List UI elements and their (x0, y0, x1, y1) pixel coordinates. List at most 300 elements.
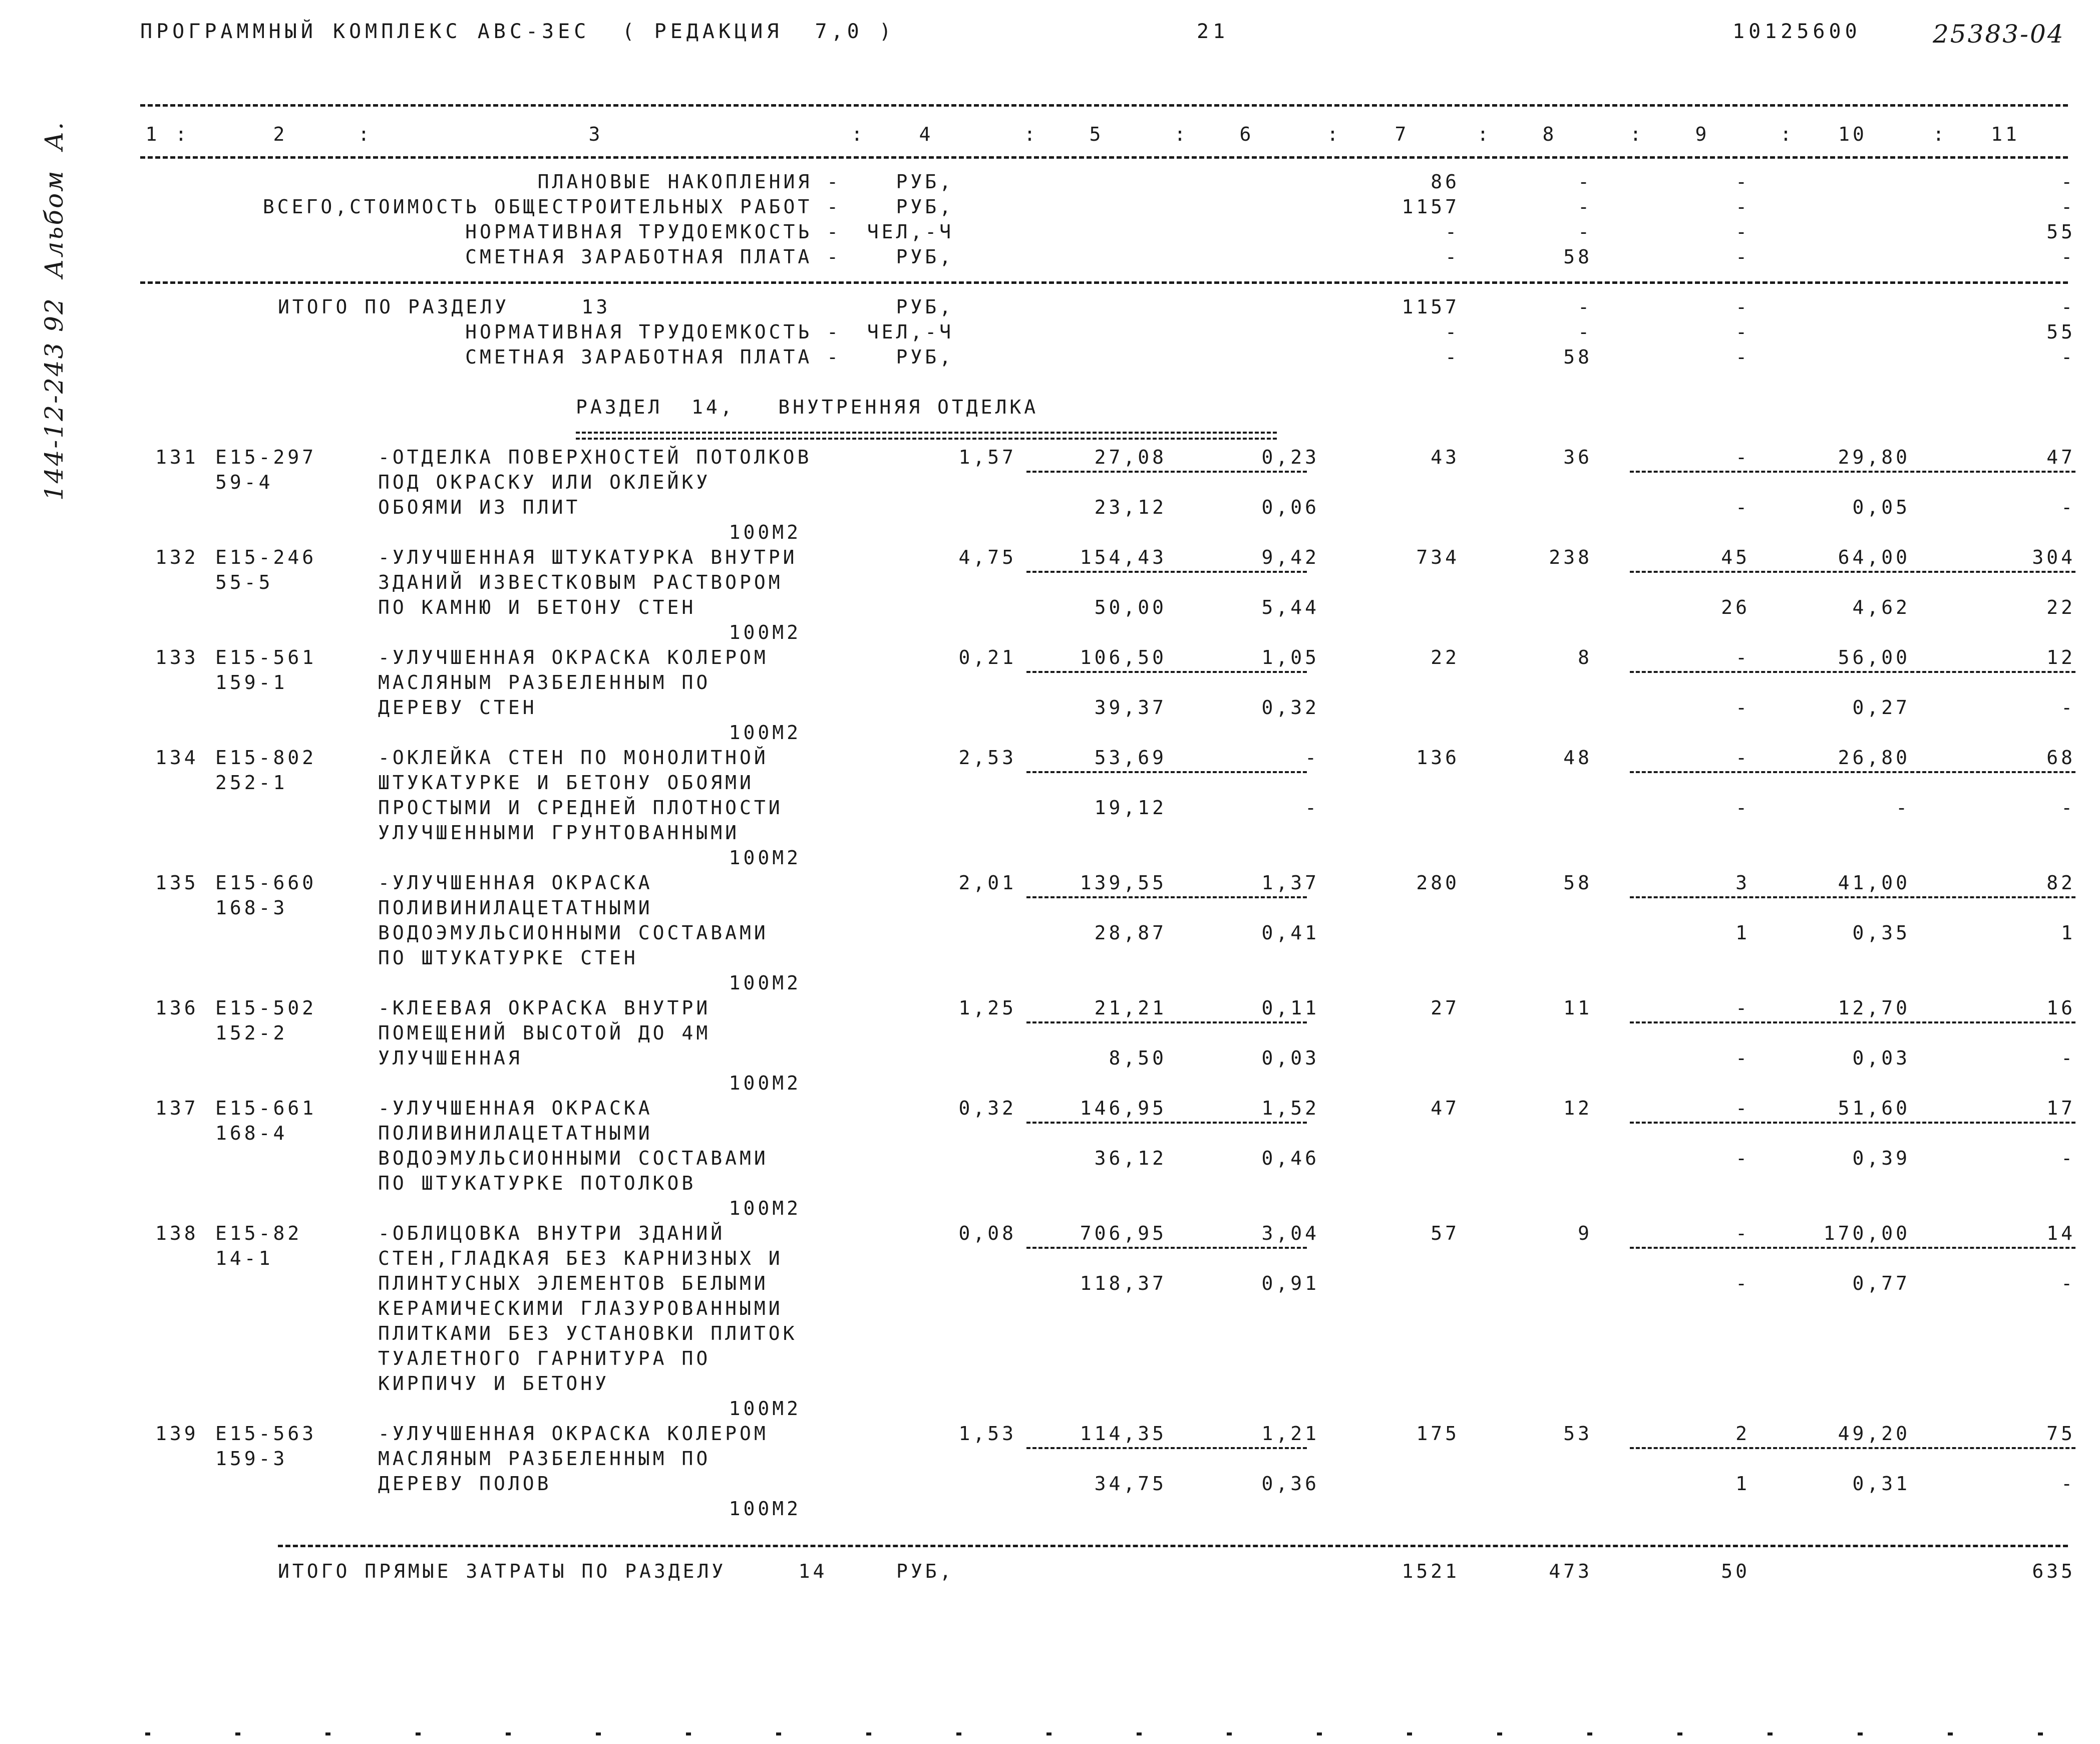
item-c9-bottom: 1 (1735, 1473, 1750, 1495)
item-subcode: 152-2 (215, 1022, 288, 1044)
fraction-line (1026, 1122, 1307, 1124)
total14-c11: 635 (2032, 1560, 2075, 1582)
item-c11-top: 82 (2046, 872, 2075, 894)
column-separator: : (1933, 123, 1947, 145)
item-unit-cost: 106,50 (1080, 646, 1167, 668)
item-total-cost: 136 (1416, 747, 1460, 769)
item-c11-top: 14 (2046, 1222, 2075, 1244)
column-header-4: 4 (919, 123, 934, 145)
item-unit-wage-6: 0,03 (1261, 1047, 1319, 1069)
item-unit-cost: 21,21 (1094, 997, 1167, 1019)
item-total-cost: 47 (1431, 1097, 1460, 1119)
summary-row-c11: - (2061, 171, 2075, 193)
column-header-2: 2 (273, 123, 288, 145)
item-unit-wage-6: 5,44 (1261, 596, 1319, 618)
item-description-line: -КЛЕЕВАЯ ОКРАСКА ВНУТРИ (378, 997, 711, 1019)
item-c10-bottom: 0,03 (1852, 1047, 1910, 1069)
item-total-cost: 734 (1416, 546, 1460, 568)
item-description-line: ТУАЛЕТНОГО ГАРНИТУРА ПО (378, 1347, 711, 1369)
item-c9-bottom: - (1735, 1272, 1750, 1294)
footer-mark (866, 1732, 871, 1735)
column-header-10: 10 (1838, 123, 1867, 145)
summary-row-c9: - (1735, 171, 1750, 193)
item-unit-cost-6: 1,52 (1261, 1097, 1319, 1119)
item-total-cost: 22 (1431, 646, 1460, 668)
item-description-line: ПО КАМНЮ И БЕТОНУ СТЕН (378, 596, 696, 618)
item-unit-wage-6: 0,36 (1261, 1473, 1319, 1495)
item-c9-top: 45 (1721, 546, 1750, 568)
footer-mark (325, 1732, 330, 1735)
item-number: 138 (155, 1222, 199, 1244)
fraction-line (1026, 1021, 1307, 1023)
summary-row-c11: 55 (2046, 221, 2075, 243)
footer-mark (776, 1732, 781, 1735)
item-quantity: 1,57 (958, 446, 1016, 468)
item-unit-wage: 8,50 (1109, 1047, 1167, 1069)
section13-row-unit: ЧЕЛ,-Ч (867, 321, 954, 343)
item-unit: 100М2 (729, 1072, 801, 1094)
fraction-line-right (1630, 771, 2075, 773)
item-c10-top: 64,00 (1838, 546, 1910, 568)
footer-mark (1858, 1732, 1863, 1735)
item-description-line: ДЕРЕВУ СТЕН (378, 696, 537, 719)
rule-total (278, 1545, 2068, 1547)
item-c9-top: 2 (1735, 1423, 1750, 1445)
summary-row-label: СМЕТНАЯ ЗАРАБОТНАЯ ПЛАТА - (465, 246, 841, 268)
fraction-line (1026, 571, 1307, 573)
fraction-line (1026, 471, 1307, 473)
summary-row-c11: - (2061, 196, 2075, 218)
fraction-line (1026, 1447, 1307, 1449)
item-description-line: УЛУЧШЕННАЯ (378, 1047, 523, 1069)
item-total-wage: 238 (1549, 546, 1592, 568)
summary-row-label: ВСЕГО,СТОИМОСТЬ ОБЩЕСТРОИТЕЛЬНЫХ РАБОТ - (262, 196, 841, 218)
summary-row-c11: - (2061, 246, 2075, 268)
item-description-line: КЕРАМИЧЕСКИМИ ГЛАЗУРОВАННЫМИ (378, 1297, 783, 1319)
item-c10-top: 56,00 (1838, 646, 1910, 668)
total14-c9: 50 (1721, 1560, 1750, 1582)
item-code: Е15-246 (215, 546, 317, 568)
item-total-cost: 27 (1431, 997, 1460, 1019)
item-unit-wage-6: 0,46 (1261, 1147, 1319, 1169)
item-quantity: 0,21 (958, 646, 1016, 668)
item-unit: 100М2 (729, 1398, 801, 1420)
item-unit-cost-6: 1,21 (1261, 1423, 1319, 1445)
summary-row-c9: - (1735, 221, 1750, 243)
column-separator: : (1024, 123, 1038, 145)
item-c11-top: 304 (2032, 546, 2075, 568)
item-unit-wage: 28,87 (1094, 922, 1167, 944)
footer-mark (1768, 1732, 1773, 1735)
column-separator: : (1174, 123, 1189, 145)
item-c11-bottom: - (2061, 797, 2075, 819)
footer-mark (596, 1732, 601, 1735)
item-unit-cost-6: 9,42 (1261, 546, 1319, 568)
item-description-line: -ОТДЕЛКА ПОВЕРХНОСТЕЙ ПОТОЛКОВ (378, 446, 812, 468)
item-c9-top: - (1735, 446, 1750, 468)
item-unit-wage: 50,00 (1094, 596, 1167, 618)
section14-underline (576, 432, 1277, 440)
section13-row-c9: - (1735, 346, 1750, 368)
fraction-line-right (1630, 571, 2075, 573)
footer-mark (1407, 1732, 1412, 1735)
item-c9-bottom: - (1735, 797, 1750, 819)
item-c9-bottom: - (1735, 496, 1750, 518)
item-c11-bottom: - (2061, 1147, 2075, 1169)
item-unit-wage-6: 0,32 (1261, 696, 1319, 719)
section13-row-c8: 58 (1563, 346, 1592, 368)
column-separator: : (1630, 123, 1644, 145)
fraction-line-right (1630, 671, 2075, 673)
item-description-line: ДЕРЕВУ ПОЛОВ (378, 1473, 552, 1495)
summary-row-c7: - (1445, 221, 1460, 243)
column-header-7: 7 (1394, 123, 1410, 145)
item-description-line: ШТУКАТУРКЕ И БЕТОНУ ОБОЯМИ (378, 772, 754, 794)
section14-title: РАЗДЕЛ 14, ВНУТРЕННЯЯ ОТДЕЛКА (576, 396, 1039, 418)
item-unit: 100М2 (729, 621, 801, 643)
footer-mark (1317, 1732, 1322, 1735)
item-description-line: УЛУЧШЕННЫМИ ГРУНТОВАННЫМИ (378, 822, 740, 844)
item-description-line: ПЛИНТУСНЫХ ЭЛЕМЕНТОВ БЕЛЫМИ (378, 1272, 769, 1294)
item-c11-top: 12 (2046, 646, 2075, 668)
item-description-line: ПОМЕЩЕНИЙ ВЫСОТОЙ ДО 4М (378, 1022, 711, 1044)
fraction-line (1026, 896, 1307, 898)
fraction-line (1026, 771, 1307, 773)
item-subcode: 252-1 (215, 772, 288, 794)
item-c9-bottom: - (1735, 1147, 1750, 1169)
item-quantity: 1,25 (958, 997, 1016, 1019)
item-c11-bottom: - (2061, 1272, 2075, 1294)
item-c9-top: - (1735, 997, 1750, 1019)
footer-mark (1227, 1732, 1232, 1735)
item-c9-top: 3 (1735, 872, 1750, 894)
column-header-1: 1 (145, 123, 160, 145)
item-unit: 100М2 (729, 722, 801, 744)
item-c10-bottom: 0,77 (1852, 1272, 1910, 1294)
item-number: 134 (155, 747, 199, 769)
fraction-line (1026, 671, 1307, 673)
item-description-line: -ОБЛИЦОВКА ВНУТРИ ЗДАНИЙ (378, 1222, 726, 1244)
item-number: 132 (155, 546, 199, 568)
item-unit-cost-6: - (1305, 747, 1319, 769)
summary-row-c7: 1157 (1402, 196, 1460, 218)
footer-mark (416, 1732, 421, 1735)
item-description-line: ОБОЯМИ ИЗ ПЛИТ (378, 496, 581, 518)
item-code: Е15-802 (215, 747, 317, 769)
item-unit-cost: 114,35 (1080, 1423, 1167, 1445)
fraction-line-right (1630, 1447, 2075, 1449)
item-code: Е15-661 (215, 1097, 317, 1119)
item-description-line: -УЛУЧШЕННАЯ ОКРАСКА КОЛЕРОМ (378, 646, 769, 668)
item-total-wage: 9 (1578, 1222, 1592, 1244)
item-c10-top: 51,60 (1838, 1097, 1910, 1119)
item-c11-top: 47 (2046, 446, 2075, 468)
item-c10-bottom: 0,39 (1852, 1147, 1910, 1169)
item-subcode: 159-1 (215, 671, 288, 693)
item-unit-cost-6: 0,11 (1261, 997, 1319, 1019)
section13-row-c7: 1157 (1402, 296, 1460, 318)
section13-row-c11: - (2061, 346, 2075, 368)
item-code: Е15-297 (215, 446, 317, 468)
footer-mark (956, 1732, 961, 1735)
summary-row-unit: РУБ, (896, 246, 954, 268)
item-quantity: 2,01 (958, 872, 1016, 894)
item-description-line: ПРОСТЫМИ И СРЕДНЕЙ ПЛОТНОСТИ (378, 797, 783, 819)
item-description-line: МАСЛЯНЫМ РАЗБЕЛЕННЫМ ПО (378, 1448, 711, 1470)
column-header-5: 5 (1089, 123, 1104, 145)
document-code: 10125600 (1732, 20, 1861, 43)
item-unit-cost: 706,95 (1080, 1222, 1167, 1244)
summary-row-unit: ЧЕЛ,-Ч (867, 221, 954, 243)
column-separator: : (358, 123, 373, 145)
item-total-wage: 53 (1563, 1423, 1592, 1445)
column-separator: : (1327, 123, 1341, 145)
item-unit: 100М2 (729, 1197, 801, 1219)
section13-row-label: ИТОГО ПО РАЗДЕЛУ 13 (278, 296, 611, 318)
item-subcode: 168-3 (215, 897, 288, 919)
item-code: Е15-502 (215, 997, 317, 1019)
summary-row-c8: 58 (1563, 246, 1592, 268)
item-unit-cost: 27,08 (1094, 446, 1167, 468)
item-total-wage: 48 (1563, 747, 1592, 769)
item-subcode: 14-1 (215, 1247, 273, 1269)
item-quantity: 4,75 (958, 546, 1016, 568)
item-c10-bottom: 0,31 (1852, 1473, 1910, 1495)
item-code: Е15-660 (215, 872, 317, 894)
side-note: 144-12-243 92 Альбом А. (40, 120, 69, 501)
footer-mark (1948, 1732, 1953, 1735)
item-c11-top: 16 (2046, 997, 2075, 1019)
item-c10-bottom: 0,35 (1852, 922, 1910, 944)
section13-row-c8: - (1578, 296, 1592, 318)
column-separator: : (1477, 123, 1492, 145)
item-c10-top: 29,80 (1838, 446, 1910, 468)
item-description-line: ВОДОЭМУЛЬСИОННЫМИ СОСТАВАМИ (378, 1147, 769, 1169)
item-code: Е15-563 (215, 1423, 317, 1445)
total14-label: ИТОГО ПРЯМЫЕ ЗАТРАТЫ ПО РАЗДЕЛУ 14 (278, 1560, 828, 1582)
section13-row-c7: - (1445, 321, 1460, 343)
item-c10-bottom: - (1896, 797, 1910, 819)
item-unit-cost-6: 3,04 (1261, 1222, 1319, 1244)
summary-row-c7: - (1445, 246, 1460, 268)
column-header-6: 6 (1239, 123, 1254, 145)
fraction-line-right (1630, 1021, 2075, 1023)
item-subcode: 168-4 (215, 1122, 288, 1144)
item-unit: 100М2 (729, 521, 801, 543)
item-quantity: 2,53 (958, 747, 1016, 769)
footer-mark (686, 1732, 691, 1735)
item-c9-top: - (1735, 1097, 1750, 1119)
item-unit-wage: 118,37 (1080, 1272, 1167, 1294)
section13-row-c11: 55 (2046, 321, 2075, 343)
item-description-line: ПОЛИВИНИЛАЦЕТАТНЫМИ (378, 897, 653, 919)
column-separator: : (851, 123, 866, 145)
item-description-line: МАСЛЯНЫМ РАЗБЕЛЕННЫМ ПО (378, 671, 711, 693)
item-subcode: 59-4 (215, 471, 273, 493)
item-total-wage: 58 (1563, 872, 1592, 894)
item-c10-top: 170,00 (1823, 1222, 1910, 1244)
item-c11-top: 17 (2046, 1097, 2075, 1119)
item-c9-bottom: 26 (1721, 596, 1750, 618)
item-description-line: -УЛУЧШЕННАЯ ОКРАСКА (378, 872, 653, 894)
item-unit-wage-6: 0,91 (1261, 1272, 1319, 1294)
item-total-cost: 175 (1416, 1423, 1460, 1445)
item-c10-top: 26,80 (1838, 747, 1910, 769)
item-number: 137 (155, 1097, 199, 1119)
item-unit-cost: 154,43 (1080, 546, 1167, 568)
item-unit-wage: 23,12 (1094, 496, 1167, 518)
section13-row-label: НОРМАТИВНАЯ ТРУДОЕМКОСТЬ - (465, 321, 841, 343)
item-description-line: ВОДОЭМУЛЬСИОННЫМИ СОСТАВАМИ (378, 922, 769, 944)
handwritten-code: 25383-04 (1933, 20, 2065, 49)
item-description-line: ПОД ОКРАСКУ ИЛИ ОКЛЕЙКУ (378, 471, 711, 493)
item-total-wage: 8 (1578, 646, 1592, 668)
item-subcode: 55-5 (215, 571, 273, 593)
item-number: 131 (155, 446, 199, 468)
section13-row-unit: РУБ, (896, 346, 954, 368)
item-unit-wage: 39,37 (1094, 696, 1167, 719)
item-unit-wage-6: 0,41 (1261, 922, 1319, 944)
section13-row-c8: - (1578, 321, 1592, 343)
section13-row-c9: - (1735, 321, 1750, 343)
item-unit-wage: 19,12 (1094, 797, 1167, 819)
item-total-wage: 12 (1563, 1097, 1592, 1119)
column-header-3: 3 (588, 123, 603, 145)
item-quantity: 1,53 (958, 1423, 1016, 1445)
item-c10-top: 49,20 (1838, 1423, 1910, 1445)
item-description-line: КИРПИЧУ И БЕТОНУ (378, 1372, 610, 1394)
item-description-line: ПО ШТУКАТУРКЕ ПОТОЛКОВ (378, 1172, 696, 1194)
item-c10-top: 41,00 (1838, 872, 1910, 894)
summary-row-label: НОРМАТИВНАЯ ТРУДОЕМКОСТЬ - (465, 221, 841, 243)
item-c9-top: - (1735, 646, 1750, 668)
footer-mark (1587, 1732, 1592, 1735)
fraction-line-right (1630, 896, 2075, 898)
total14-c7: 1521 (1402, 1560, 1460, 1582)
item-description-line: -УЛУЧШЕННАЯ ШТУКАТУРКА ВНУТРИ (378, 546, 798, 568)
item-total-cost: 43 (1431, 446, 1460, 468)
section13-row-unit: РУБ, (896, 296, 954, 318)
rule-summary (140, 281, 2068, 284)
item-c9-bottom: 1 (1735, 922, 1750, 944)
item-number: 139 (155, 1423, 199, 1445)
column-header-8: 8 (1542, 123, 1557, 145)
item-number: 135 (155, 872, 199, 894)
item-description-line: ПОЛИВИНИЛАЦЕТАТНЫМИ (378, 1122, 653, 1144)
total14-unit: РУБ, (896, 1560, 954, 1582)
summary-row-c7: 86 (1431, 171, 1460, 193)
summary-row-unit: РУБ, (896, 171, 954, 193)
item-description-line: -ОКЛЕЙКА СТЕН ПО МОНОЛИТНОЙ (378, 747, 769, 769)
summary-row-c9: - (1735, 196, 1750, 218)
item-subcode: 159-3 (215, 1448, 288, 1470)
item-description-line: СТЕН,ГЛАДКАЯ БЕЗ КАРНИЗНЫХ И (378, 1247, 783, 1269)
footer-mark (1677, 1732, 1682, 1735)
item-unit-wage: 34,75 (1094, 1473, 1167, 1495)
rule-header-bottom (140, 156, 2068, 159)
item-c11-bottom: - (2061, 696, 2075, 719)
column-header-9: 9 (1695, 123, 1710, 145)
column-separator: : (175, 123, 190, 145)
item-c10-top: 12,70 (1838, 997, 1910, 1019)
column-header-11: 11 (1991, 123, 2020, 145)
fraction-line-right (1630, 1122, 2075, 1124)
item-unit-wage: 36,12 (1094, 1147, 1167, 1169)
item-total-cost: 57 (1431, 1222, 1460, 1244)
item-number: 136 (155, 997, 199, 1019)
item-unit-cost-6: 1,05 (1261, 646, 1319, 668)
item-total-cost: 280 (1416, 872, 1460, 894)
item-unit-wage-6: 0,06 (1261, 496, 1319, 518)
item-code: Е15-82 (215, 1222, 302, 1244)
item-unit: 100М2 (729, 972, 801, 994)
item-quantity: 0,32 (958, 1097, 1016, 1119)
footer-mark (2038, 1732, 2043, 1735)
item-total-wage: 11 (1563, 997, 1592, 1019)
item-unit: 100М2 (729, 1498, 801, 1520)
total14-c8: 473 (1549, 1560, 1592, 1582)
summary-row-unit: РУБ, (896, 196, 954, 218)
item-unit-cost-6: 0,23 (1261, 446, 1319, 468)
item-c10-bottom: 4,62 (1852, 596, 1910, 618)
footer-mark (1137, 1732, 1142, 1735)
item-unit-wage-6: - (1305, 797, 1319, 819)
fraction-line-right (1630, 1247, 2075, 1249)
item-c10-bottom: 0,05 (1852, 496, 1910, 518)
section13-row-c7: - (1445, 346, 1460, 368)
item-c11-top: 68 (2046, 747, 2075, 769)
footer-mark (145, 1732, 150, 1735)
item-quantity: 0,08 (958, 1222, 1016, 1244)
item-c11-top: 75 (2046, 1423, 2075, 1445)
rule-top (140, 104, 2068, 107)
footer-mark (235, 1732, 240, 1735)
page-number: 21 (1197, 20, 1229, 43)
item-unit: 100М2 (729, 847, 801, 869)
footer-mark (506, 1732, 511, 1735)
item-c11-bottom: - (2061, 496, 2075, 518)
footer-mark (1497, 1732, 1502, 1735)
summary-row-c8: - (1578, 221, 1592, 243)
item-description-line: -УЛУЧШЕННАЯ ОКРАСКА (378, 1097, 653, 1119)
program-title: ПРОГРАММНЫЙ КОМПЛЕКС АВС-3ЕС ( РЕДАКЦИЯ 7,0 ) (140, 20, 895, 43)
item-c9-top: - (1735, 1222, 1750, 1244)
item-c9-top: - (1735, 747, 1750, 769)
item-c11-bottom: 22 (2046, 596, 2075, 618)
fraction-line (1026, 1247, 1307, 1249)
item-unit-cost: 146,95 (1080, 1097, 1167, 1119)
item-c11-bottom: - (2061, 1473, 2075, 1495)
item-c9-bottom: - (1735, 1047, 1750, 1069)
item-unit-cost: 139,55 (1080, 872, 1167, 894)
summary-row-c8: - (1578, 196, 1592, 218)
item-c11-bottom: - (2061, 1047, 2075, 1069)
section13-row-label: СМЕТНАЯ ЗАРАБОТНАЯ ПЛАТА - (465, 346, 841, 368)
item-number: 133 (155, 646, 199, 668)
item-description-line: ПО ШТУКАТУРКЕ СТЕН (378, 947, 638, 969)
item-unit-cost-6: 1,37 (1261, 872, 1319, 894)
section13-row-c9: - (1735, 296, 1750, 318)
item-code: Е15-561 (215, 646, 317, 668)
summary-row-c9: - (1735, 246, 1750, 268)
summary-row-label: ПЛАНОВЫЕ НАКОПЛЕНИЯ - (537, 171, 841, 193)
item-total-wage: 36 (1563, 446, 1592, 468)
summary-row-c8: - (1578, 171, 1592, 193)
item-c10-bottom: 0,27 (1852, 696, 1910, 719)
item-description-line: ЗДАНИЙ ИЗВЕСТКОВЫМ РАСТВОРОМ (378, 571, 783, 593)
footer-mark (1046, 1732, 1052, 1735)
fraction-line-right (1630, 471, 2075, 473)
